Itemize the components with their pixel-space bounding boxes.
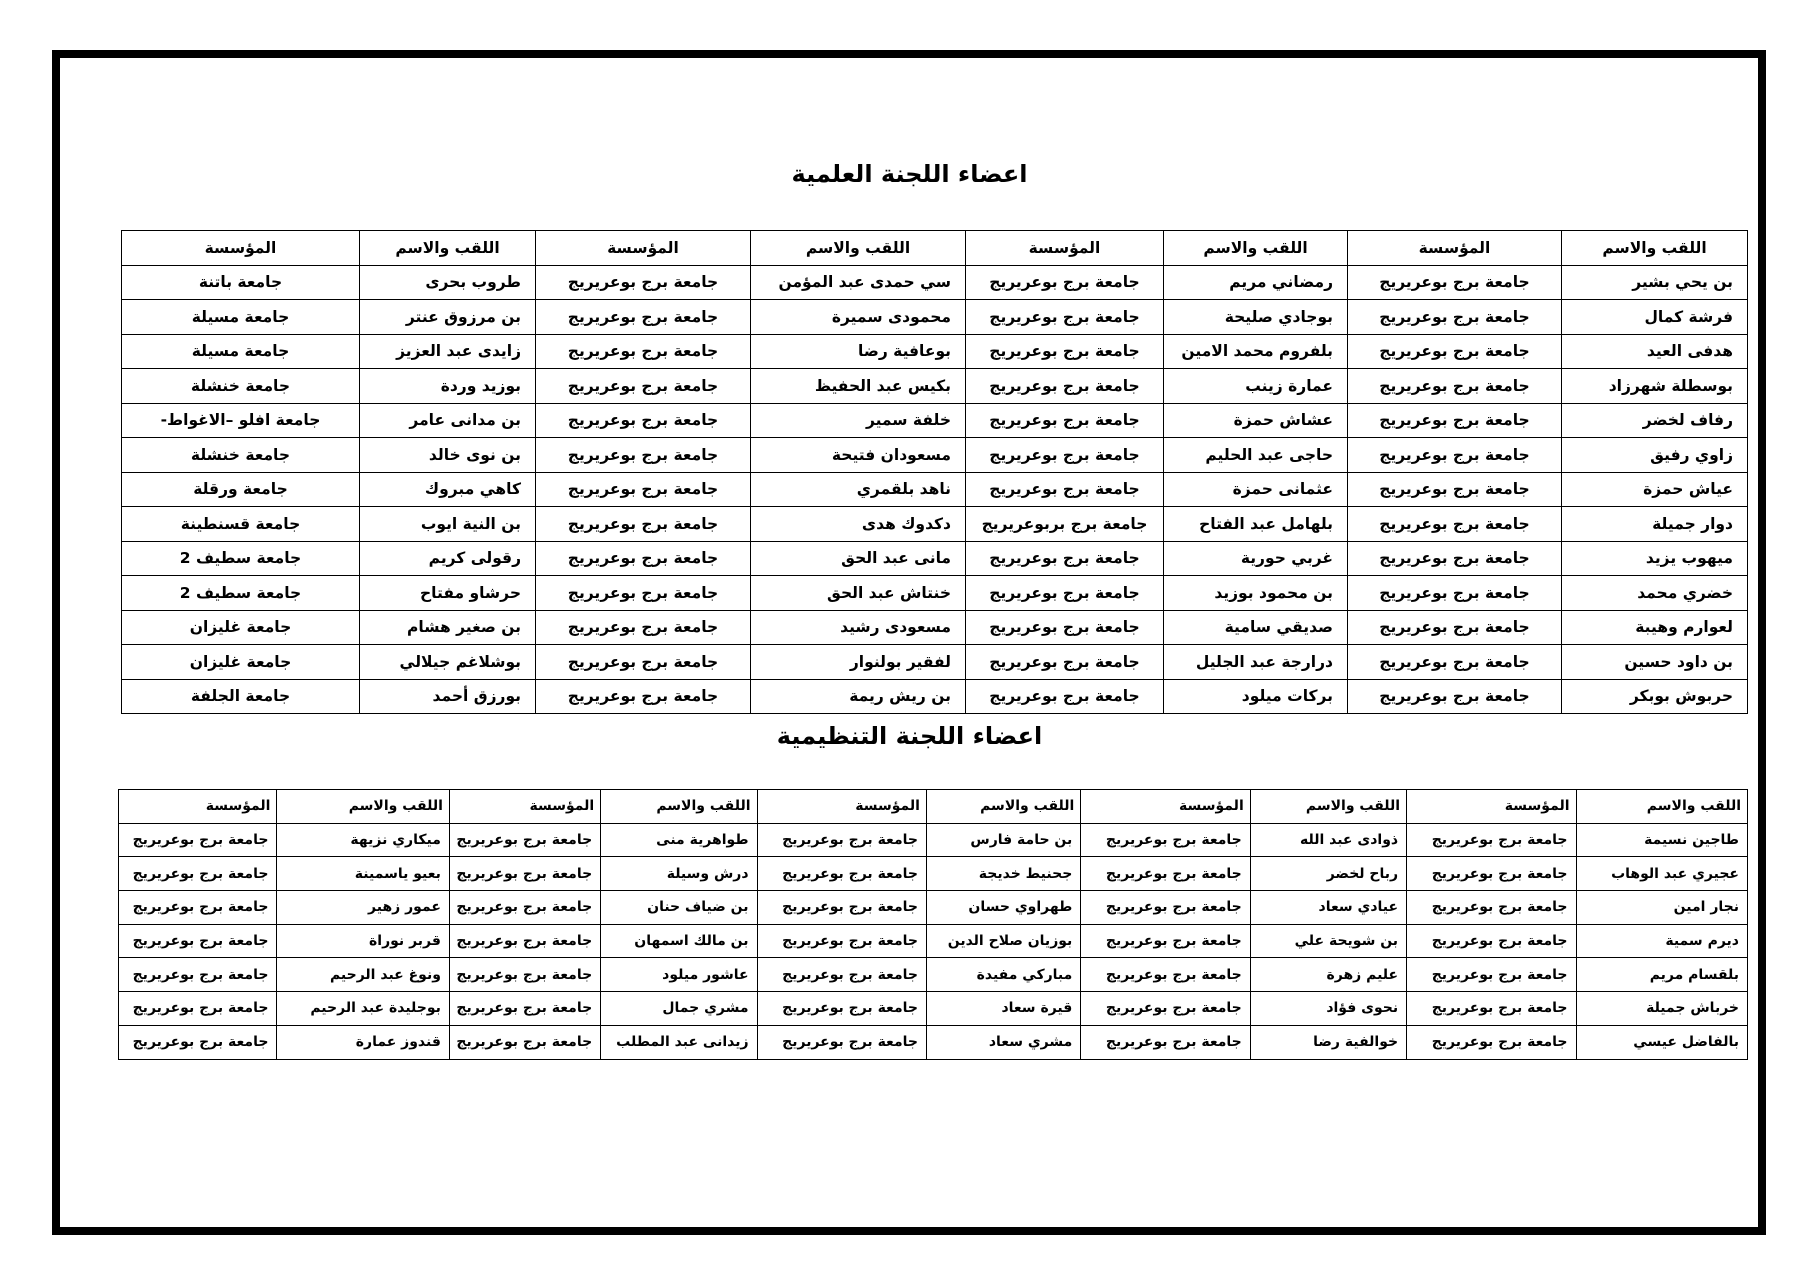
member-name-cell: مباركي مفيدة: [926, 958, 1080, 992]
member-name-cell: بورزق أحمد: [360, 679, 536, 714]
column-header-name: اللقب والاسم: [926, 790, 1080, 824]
member-institution-cell: جامعة برج بوعريريج: [966, 541, 1164, 576]
member-name-cell: درش وسيلة: [601, 857, 757, 891]
member-institution-cell: جامعة برج بوعريريج: [1407, 958, 1576, 992]
member-institution-cell: جامعة برج بوعريريج: [119, 823, 277, 857]
column-header-name: اللقب والاسم: [1250, 790, 1406, 824]
table-header-row: [119, 790, 1748, 824]
member-institution-cell: جامعة برج بوعريريج: [536, 507, 751, 542]
member-institution-cell: جامعة برج بوعريريج: [536, 403, 751, 438]
table-row: [122, 541, 1748, 576]
member-institution-cell: جامعة قسنطينة: [122, 507, 360, 542]
scientific-committee-title: اعضاء اللجنة العلمية: [791, 160, 1028, 188]
member-institution-cell: جامعة مسيلة: [122, 334, 360, 369]
member-institution-cell: جامعة برج بوعريريج: [1348, 265, 1562, 300]
member-name-cell: طواهرية منى: [601, 823, 757, 857]
member-name-cell: بن حامة فارس: [926, 823, 1080, 857]
member-name-cell: مانى عبد الحق: [751, 541, 966, 576]
member-name-cell: بن مالك اسمهان: [601, 924, 757, 958]
member-name-cell: لعوارم وهيبة: [1562, 610, 1748, 645]
member-name-cell: درارجة عبد الجليل: [1164, 645, 1348, 680]
member-name-cell: زيدانى عبد المطلب: [601, 1025, 757, 1059]
member-name-cell: بن مدانى عامر: [360, 403, 536, 438]
organizing-committee-title: اعضاء اللجنة التنظيمية: [776, 722, 1043, 750]
column-header-name: اللقب والاسم: [277, 790, 449, 824]
column-header-name: اللقب والاسم: [1562, 231, 1748, 266]
member-institution-cell: جامعة برج بوعريريج: [757, 924, 926, 958]
member-institution-cell: جامعة برج بوعريريج: [119, 924, 277, 958]
member-institution-cell: جامعة غليزان: [122, 645, 360, 680]
member-name-cell: بوشلاغم جيلالي: [360, 645, 536, 680]
member-institution-cell: جامعة برج بوعريريج: [1407, 891, 1576, 925]
member-institution-cell: جامعة برج بوعريريج: [1081, 958, 1250, 992]
member-institution-cell: جامعة برج بوعريريج: [1081, 823, 1250, 857]
member-name-cell: ميكاري نزيهة: [277, 823, 449, 857]
member-name-cell: فرشة كمال: [1562, 300, 1748, 335]
member-name-cell: محمودى سميرة: [751, 300, 966, 335]
member-name-cell: بن النية ايوب: [360, 507, 536, 542]
member-institution-cell: جامعة برج بوعريريج: [536, 300, 751, 335]
member-institution-cell: جامعة برج بوعريريج: [536, 679, 751, 714]
member-name-cell: دكدوك هدى: [751, 507, 966, 542]
member-name-cell: بوجادي صليحة: [1164, 300, 1348, 335]
member-institution-cell: جامعة برج بوعريريج: [1348, 541, 1562, 576]
member-institution-cell: جامعة برج بوعريريج: [449, 992, 600, 1026]
member-institution-cell: جامعة برج بوعريريج: [966, 369, 1164, 404]
member-institution-cell: جامعة برج بوعريريج: [966, 610, 1164, 645]
member-name-cell: كاهي مبروك: [360, 472, 536, 507]
column-header-name: اللقب والاسم: [751, 231, 966, 266]
member-name-cell: صديقي سامية: [1164, 610, 1348, 645]
member-institution-cell: جامعة برج بوعريريج: [536, 645, 751, 680]
member-institution-cell: جامعة برج بوعريريج: [449, 857, 600, 891]
member-name-cell: مسعودى رشيد: [751, 610, 966, 645]
member-institution-cell: جامعة برج بوعريريج: [1081, 1025, 1250, 1059]
member-institution-cell: جامعة برج بوعريريج: [1348, 610, 1562, 645]
member-name-cell: جحنيط خديجة: [926, 857, 1080, 891]
member-name-cell: عمور زهير: [277, 891, 449, 925]
member-name-cell: بن يحي بشير: [1562, 265, 1748, 300]
member-institution-cell: جامعة برج بوعريريج: [966, 334, 1164, 369]
member-name-cell: ديرم سمية: [1576, 924, 1747, 958]
member-institution-cell: جامعة مسيلة: [122, 300, 360, 335]
member-institution-cell: جامعة سطيف 2: [122, 576, 360, 611]
member-institution-cell: جامعة برج بوعريريج: [1348, 403, 1562, 438]
member-institution-cell: جامعة غليزان: [122, 610, 360, 645]
member-name-cell: عليم زهرة: [1250, 958, 1406, 992]
member-name-cell: عشاش حمزة: [1164, 403, 1348, 438]
member-institution-cell: جامعة برج بوعريريج: [757, 1025, 926, 1059]
member-institution-cell: جامعة برج بوعريريج: [966, 403, 1164, 438]
member-institution-cell: جامعة برج بوعريريج: [536, 472, 751, 507]
member-name-cell: بن نوى خالد: [360, 438, 536, 473]
table-row: [119, 857, 1748, 891]
member-institution-cell: جامعة برج بوعريريج: [536, 265, 751, 300]
column-header-name: اللقب والاسم: [601, 790, 757, 824]
member-name-cell: بن شويحة علي: [1250, 924, 1406, 958]
member-institution-cell: جامعة برج بوعريريج: [757, 891, 926, 925]
member-name-cell: رفاف لخضر: [1562, 403, 1748, 438]
member-institution-cell: جامعة برج بوعريريج: [536, 438, 751, 473]
member-institution-cell: جامعة برج بوعريريج: [1407, 924, 1576, 958]
member-name-cell: خوالفية رضا: [1250, 1025, 1406, 1059]
member-institution-cell: جامعة برج بوعريريج: [119, 891, 277, 925]
member-name-cell: بوسطلة شهرزاد: [1562, 369, 1748, 404]
member-name-cell: خضري محمد: [1562, 576, 1748, 611]
table-row: [122, 300, 1748, 335]
member-name-cell: زاوي رفيق: [1562, 438, 1748, 473]
member-institution-cell: جامعة باتنة: [122, 265, 360, 300]
member-institution-cell: جامعة برج بوعريريج: [1348, 576, 1562, 611]
member-institution-cell: جامعة برج بوعريريج: [1348, 334, 1562, 369]
member-name-cell: بن صغير هشام: [360, 610, 536, 645]
member-institution-cell: جامعة برج بوعريريج: [536, 610, 751, 645]
member-institution-cell: جامعة برج بوعريريج: [536, 334, 751, 369]
table-row: [122, 507, 1748, 542]
member-institution-cell: جامعة برج بوعريريج: [1407, 1025, 1576, 1059]
table-row: [119, 823, 1748, 857]
member-institution-cell: جامعة برج بوعريريج: [966, 645, 1164, 680]
member-name-cell: رباح لخضر: [1250, 857, 1406, 891]
member-name-cell: بن ضياف حنان: [601, 891, 757, 925]
table-row: [119, 891, 1748, 925]
member-name-cell: بعيو ياسمينة: [277, 857, 449, 891]
member-institution-cell: جامعة برج بوعريريج: [119, 857, 277, 891]
column-header-institution: المؤسسة: [966, 231, 1164, 266]
column-header-institution: المؤسسة: [757, 790, 926, 824]
table-row: [122, 265, 1748, 300]
member-name-cell: ذوادى عبد الله: [1250, 823, 1406, 857]
member-name-cell: بوزيد وردة: [360, 369, 536, 404]
member-name-cell: حربوش بوبكر: [1562, 679, 1748, 714]
member-name-cell: نحوى فؤاد: [1250, 992, 1406, 1026]
member-name-cell: بكيس عبد الحفيظ: [751, 369, 966, 404]
member-institution-cell: جامعة برج بوعريريج: [119, 1025, 277, 1059]
member-institution-cell: جامعة برج بوعريريج: [966, 300, 1164, 335]
member-institution-cell: جامعة برج بوعريريج: [1348, 645, 1562, 680]
member-name-cell: عمارة زينب: [1164, 369, 1348, 404]
member-institution-cell: جامعة برج بوعريريج: [1081, 924, 1250, 958]
member-institution-cell: جامعة برج بوعريريج: [757, 992, 926, 1026]
member-institution-cell: جامعة برج بوعريريج: [449, 823, 600, 857]
member-name-cell: عيادي سعاد: [1250, 891, 1406, 925]
member-institution-cell: جامعة برج بوعريريج: [1081, 992, 1250, 1026]
member-institution-cell: جامعة برج بوعريريج: [1407, 857, 1576, 891]
member-institution-cell: جامعة برج بوعريريج: [1407, 823, 1576, 857]
member-name-cell: طروب بحرى: [360, 265, 536, 300]
member-institution-cell: جامعة برج بوعريريج: [1081, 857, 1250, 891]
column-header-institution: المؤسسة: [1348, 231, 1562, 266]
member-institution-cell: جامعة خنشلة: [122, 369, 360, 404]
member-name-cell: حرشاو مفتاح: [360, 576, 536, 611]
member-name-cell: خرباش جميلة: [1576, 992, 1747, 1026]
member-name-cell: مشري جمال: [601, 992, 757, 1026]
table-row: [122, 369, 1748, 404]
column-header-institution: المؤسسة: [122, 231, 360, 266]
member-name-cell: بركات ميلود: [1164, 679, 1348, 714]
member-name-cell: بوزيان صلاح الدين: [926, 924, 1080, 958]
member-name-cell: بوعافية رضا: [751, 334, 966, 369]
member-institution-cell: جامعة برج بوعريريج: [449, 958, 600, 992]
member-institution-cell: جامعة برج بوعريريج: [1348, 300, 1562, 335]
member-name-cell: بن مرزوق عنتر: [360, 300, 536, 335]
column-header-name: اللقب والاسم: [1164, 231, 1348, 266]
member-institution-cell: جامعة برج بوعريريج: [966, 438, 1164, 473]
table-row: [122, 610, 1748, 645]
table-header-row: [122, 231, 1748, 266]
member-name-cell: سي حمدى عبد المؤمن: [751, 265, 966, 300]
member-institution-cell: جامعة برج بوعريريج: [757, 823, 926, 857]
table-row: [122, 472, 1748, 507]
member-name-cell: غربي حورية: [1164, 541, 1348, 576]
member-institution-cell: جامعة سطيف 2: [122, 541, 360, 576]
member-name-cell: عاشور ميلود: [601, 958, 757, 992]
member-name-cell: قيرة سعاد: [926, 992, 1080, 1026]
member-name-cell: ناهد بلقمري: [751, 472, 966, 507]
member-name-cell: بن محمود بوزيد: [1164, 576, 1348, 611]
member-name-cell: دوار جميلة: [1562, 507, 1748, 542]
member-institution-cell: جامعة برج بوعريريج: [1348, 679, 1562, 714]
column-header-institution: المؤسسة: [1407, 790, 1576, 824]
member-name-cell: رقولى كريم: [360, 541, 536, 576]
column-header-institution: المؤسسة: [1081, 790, 1250, 824]
member-institution-cell: جامعة الجلفة: [122, 679, 360, 714]
member-name-cell: ونوغ عبد الرحيم: [277, 958, 449, 992]
scientific-committee-table: [121, 230, 1748, 714]
member-institution-cell: جامعة ورقلة: [122, 472, 360, 507]
column-header-institution: المؤسسة: [449, 790, 600, 824]
member-institution-cell: جامعة برج بوعريريج: [966, 576, 1164, 611]
member-institution-cell: جامعة برج بربوعريريج: [966, 507, 1164, 542]
member-name-cell: بالفاضل عيسي: [1576, 1025, 1747, 1059]
member-name-cell: ميهوب يزيد: [1562, 541, 1748, 576]
table-row: [119, 1025, 1748, 1059]
table-row: [122, 403, 1748, 438]
member-name-cell: بوجليدة عبد الرحيم: [277, 992, 449, 1026]
table-row: [122, 576, 1748, 611]
member-name-cell: نجار امين: [1576, 891, 1747, 925]
member-name-cell: بن داود حسين: [1562, 645, 1748, 680]
member-name-cell: زايدى عبد العزيز: [360, 334, 536, 369]
member-institution-cell: جامعة برج بوعريريج: [966, 265, 1164, 300]
member-institution-cell: جامعة برج بوعريريج: [536, 369, 751, 404]
member-name-cell: رمضاني مريم: [1164, 265, 1348, 300]
member-institution-cell: جامعة برج بوعريريج: [1407, 992, 1576, 1026]
member-name-cell: مسعودان فتيحة: [751, 438, 966, 473]
member-institution-cell: جامعة افلو –الاغواط-: [122, 403, 360, 438]
table-row: [122, 645, 1748, 680]
table-row: [122, 438, 1748, 473]
member-institution-cell: جامعة برج بوعريريج: [536, 576, 751, 611]
member-institution-cell: جامعة برج بوعريريج: [1081, 891, 1250, 925]
member-name-cell: طهراوي حسان: [926, 891, 1080, 925]
table-row: [119, 992, 1748, 1026]
member-name-cell: قندوز عمارة: [277, 1025, 449, 1059]
column-header-institution: المؤسسة: [119, 790, 277, 824]
member-name-cell: عثمانى حمزة: [1164, 472, 1348, 507]
member-institution-cell: جامعة برج بوعريريج: [1348, 438, 1562, 473]
member-name-cell: خنتاش عبد الحق: [751, 576, 966, 611]
member-institution-cell: جامعة برج بوعريريج: [966, 679, 1164, 714]
column-header-name: اللقب والاسم: [360, 231, 536, 266]
member-name-cell: طاجين نسيمة: [1576, 823, 1747, 857]
member-institution-cell: جامعة برج بوعريريج: [449, 891, 600, 925]
table-row: [119, 958, 1748, 992]
member-institution-cell: جامعة برج بوعريريج: [119, 992, 277, 1026]
member-institution-cell: جامعة خنشلة: [122, 438, 360, 473]
member-name-cell: قربر نوراة: [277, 924, 449, 958]
member-institution-cell: جامعة برج بوعريريج: [757, 857, 926, 891]
member-institution-cell: جامعة برج بوعريريج: [757, 958, 926, 992]
member-name-cell: لفقير بولنوار: [751, 645, 966, 680]
table-row: [122, 679, 1748, 714]
member-name-cell: بلفروم محمد الامين: [1164, 334, 1348, 369]
member-name-cell: مشري سعاد: [926, 1025, 1080, 1059]
member-name-cell: عجيري عبد الوهاب: [1576, 857, 1747, 891]
member-institution-cell: جامعة برج بوعريريج: [449, 1025, 600, 1059]
column-header-name: اللقب والاسم: [1576, 790, 1747, 824]
member-name-cell: بلقسام مريم: [1576, 958, 1747, 992]
member-institution-cell: جامعة برج بوعريريج: [119, 958, 277, 992]
member-institution-cell: جامعة برج بوعريريج: [1348, 369, 1562, 404]
member-name-cell: هدفى العيد: [1562, 334, 1748, 369]
member-institution-cell: جامعة برج بوعريريج: [536, 541, 751, 576]
member-name-cell: بلهامل عبد الفتاح: [1164, 507, 1348, 542]
member-name-cell: خلفة سمير: [751, 403, 966, 438]
member-institution-cell: جامعة برج بوعريريج: [449, 924, 600, 958]
member-name-cell: بن ريش ريمة: [751, 679, 966, 714]
member-institution-cell: جامعة برج بوعريريج: [1348, 507, 1562, 542]
member-institution-cell: جامعة برج بوعريريج: [966, 472, 1164, 507]
member-name-cell: حاجى عبد الحليم: [1164, 438, 1348, 473]
table-row: [119, 924, 1748, 958]
column-header-institution: المؤسسة: [536, 231, 751, 266]
organizing-committee-table: [118, 789, 1748, 1060]
member-institution-cell: جامعة برج بوعريريج: [1348, 472, 1562, 507]
table-row: [122, 334, 1748, 369]
member-name-cell: عياش حمزة: [1562, 472, 1748, 507]
